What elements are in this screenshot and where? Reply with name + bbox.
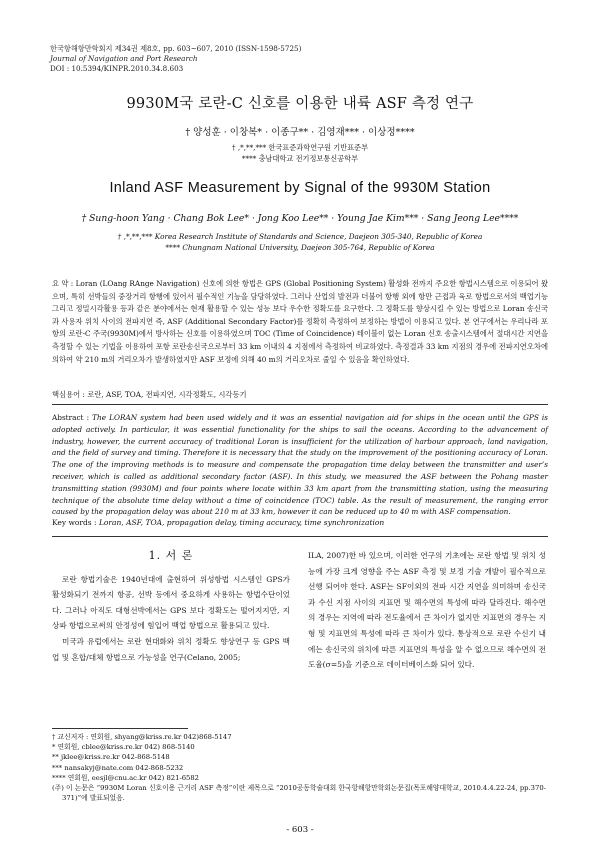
journal-doi: DOI : 10.5394/KINPR.2010.34.8.603 <box>50 64 184 73</box>
abstract-korean: 요 약 : Loran (LOang RAnge Navigation) 신호에 의한 항법은 GPS (Global Positioning System) 활성화 전까지 주요한 항법시스템으로 이용되어 왔으며, 특히 선박들의 중장거리 항행에 있어서 필수적인 기능을 담당하였다. 그러나 산업의 발전과 더불어 항행 외에 항만 근접과 육로 항법으로서의 백업기능 그리고 정밀시각활용 등과 같은 분야에서는 현재 활용할 수 있는 성능 보다 우수한 정확도를 요구한다. 그 정확도를 향상시킬 수 있는 방법으로 Loran 송신국과 사용자 위치 사이의 전파지연 즉, ASF (Additional Secondary Factor)를 정확히 측정하여 보정하는 방법이 이용되고 있다. 본 연구에서는 우리나라 포항의 로란-C 주국(9930M)에서 방사하는 신호를 이용하였으며 TOC (Time of Coincidence) 테이블이 없는 Loran 신호 송출시스템에서 절대시간 지연을 측정할 수 있는 기법을 이용하여 포항 로란송신국으로부터 33 km 이내의 4 지점에서 측정하여 비교하였다. 측정결과 33 km 지점의 경우에 전파지연오차에 의하여 약 210 m의 거리오차가 발생하였지만 ASF 보정에 의해 40 m의 거리오차로 줄일 수 있음을 확인하였다. <box>52 279 548 364</box>
affiliations-english <box>0 231 600 253</box>
divider-rule <box>52 404 548 405</box>
footnote-rule <box>52 728 188 729</box>
journal-header <box>50 44 301 74</box>
title-korean: 9930M국 로란-C 신호를 이용한 내륙 ASF 측정 연구 <box>126 96 474 112</box>
affiliations-korean <box>0 142 600 164</box>
journal-header-line1: 한국항해항만학회지 제34권 제8호, pp. 603~607, 2010 (ISSN-1598-5725) <box>50 44 302 53</box>
journal-header-line2: Journal of Navigation and Port Research <box>50 54 198 63</box>
keywords-english-label: Key words : <box>52 518 97 527</box>
page-number: - 603 - <box>286 825 314 835</box>
abstract-english-label: Abstract : <box>52 413 90 422</box>
authors-english: † Sung-hoon Yang · Chang Bok Lee* · Jong Koo Lee** · Young Jae Kim*** · Sang Jeong Lee**** <box>81 213 519 224</box>
footnote: * 연회원, cblee@kriss.re.kr 042) 868-5140 <box>52 743 195 752</box>
abstract-english <box>52 412 548 518</box>
footnote: † 교신저자 : 연회원, shyang@kriss.re.kr 042)868-5147 <box>52 733 232 741</box>
title-english: Inland ASF Measurement by Signal of the 9930M Station <box>109 180 491 196</box>
keywords-english <box>52 518 548 527</box>
body-column-left <box>52 548 290 665</box>
affiliation-ko-2: **** 충남대학교 전기정보통신공학부 <box>241 154 359 163</box>
body-column-right <box>308 548 546 673</box>
keywords-korean <box>52 390 548 400</box>
keywords-english-values: Loran, ASF, TOA, propagation delay, timing accuracy, time synchronization <box>98 518 385 527</box>
abstract-english-text: The LORAN system had been used widely and it was an essential navigation aid for ships in the ocean until the GPS is adopted actively. In particular, it was essential functionality for the ships to sail the oceans. According to the advancement of industry, however, the current accuracy of traditional Loran is insufficient for the utilization of harbour approach, land navigation, and the field of survey and timing. Therefore it is necessary that the study on the improvement of the positioning accuracy of Loran. The one of the improving methods is to measure and compensate the propagation time delay between the transmitter and user’s receiver, which is called as additional secondary factor (ASF). In this study, we measured the ASF between the Pohang master transmitting station (9930M) and four points where locate within 33 km apart from the transmitting station, using the measuring technique of the absolute time delay without a time of coincidence (TOC) table. As the result of measurement, the ranging error caused by the propagation delay was about 210 m at 33 km, however it can be reduced up to 40 m with ASF compensation. <box>52 413 548 517</box>
footnote: *** nansakyj@nate.com 042-868-5232 <box>52 763 184 772</box>
keywords-korean-values: 로란, ASF, TOA, 전파지연, 시각정확도, 시각동기 <box>87 390 247 399</box>
section-heading: 1. 서 론 <box>148 549 194 562</box>
body-paragraph: 로란 항법기술은 1940년대에 출현하여 위성항법 시스템인 GPS가 활성화되기 전까지 항공, 선박 등에서 중요하게 사용하는 항법수단이었다. 그러나 아직도 대형선박에서는 GPS 보다 정확도는 떨어지지만, 지상파 항법으로써의 안정성에 힘입어 백업 항법으로 활용되고 있다. <box>52 574 290 631</box>
authors-korean: † 양성훈 · 이창복* · 이종구** · 김영재*** · 이상정**** <box>185 127 415 138</box>
footnotes <box>52 732 548 803</box>
body-paragraph: 미국과 유럽에서는 로란 현대화와 위치 정확도 향상연구 등 GPS 백업 및 혼합/대체 항법으로 가능성을 연구(Celano, 2005; <box>52 636 290 662</box>
footnote: **** 연회원, eesjl@cnu.ac.kr 042) 821-6582 <box>52 773 200 782</box>
body-paragraph: ILA, 2007)한 바 있으며, 이러한 연구의 기초에는 로란 항법 및 위치 성능에 가장 크게 영향을 주는 ASF 측정 및 보정 기술 개발이 필수적으로 선행 되어야 한다. ASF는 SF이외의 전파 시간 지연을 의미하며 송신국과 수신 지점 사이의 지표면 및 해수면의 특성에 따라 달라진다. 해수면의 경우는 지역에 따라 전도율에서 큰 차이가 없지만 지표면의 경우는 지형 및 지표면의 특성에 따라 큰 차이가 있다. 통상적으로 로란 수신기 내에는 송신국의 위치에 따른 지표면의 특성을 알 수 없으므로 해수면의 전도율(σ=5)을 기준으로 데이터베이스화 되어 있다. <box>308 551 546 670</box>
affiliation-en-1: † ,*,**,*** Korea Research Institute of Standards and Science, Daejeon 305-340, Republic of Korea <box>117 232 483 241</box>
divider-rule <box>52 536 548 537</box>
affiliation-en-2: **** Chungnam National University, Daejeon 305-764, Republic of Korea <box>165 243 435 252</box>
footnote: (주) 이 논문은 “9930M Loran 신호이용 근거리 ASF 측정”이란 제목으로 “2010공동학술대회 한국항해항만학회논문집(목포해양대학교, 2010.4.4.22-24, pp.370-371)”에 발표되었음. <box>52 784 546 803</box>
keywords-korean-label: 핵심용어 : <box>52 390 85 399</box>
footnote: ** jklee@kriss.re.kr 042-868-5148 <box>52 753 170 762</box>
affiliation-ko-1: † ,*,**,*** 한국표준과학연구원 기반표준부 <box>231 143 369 152</box>
